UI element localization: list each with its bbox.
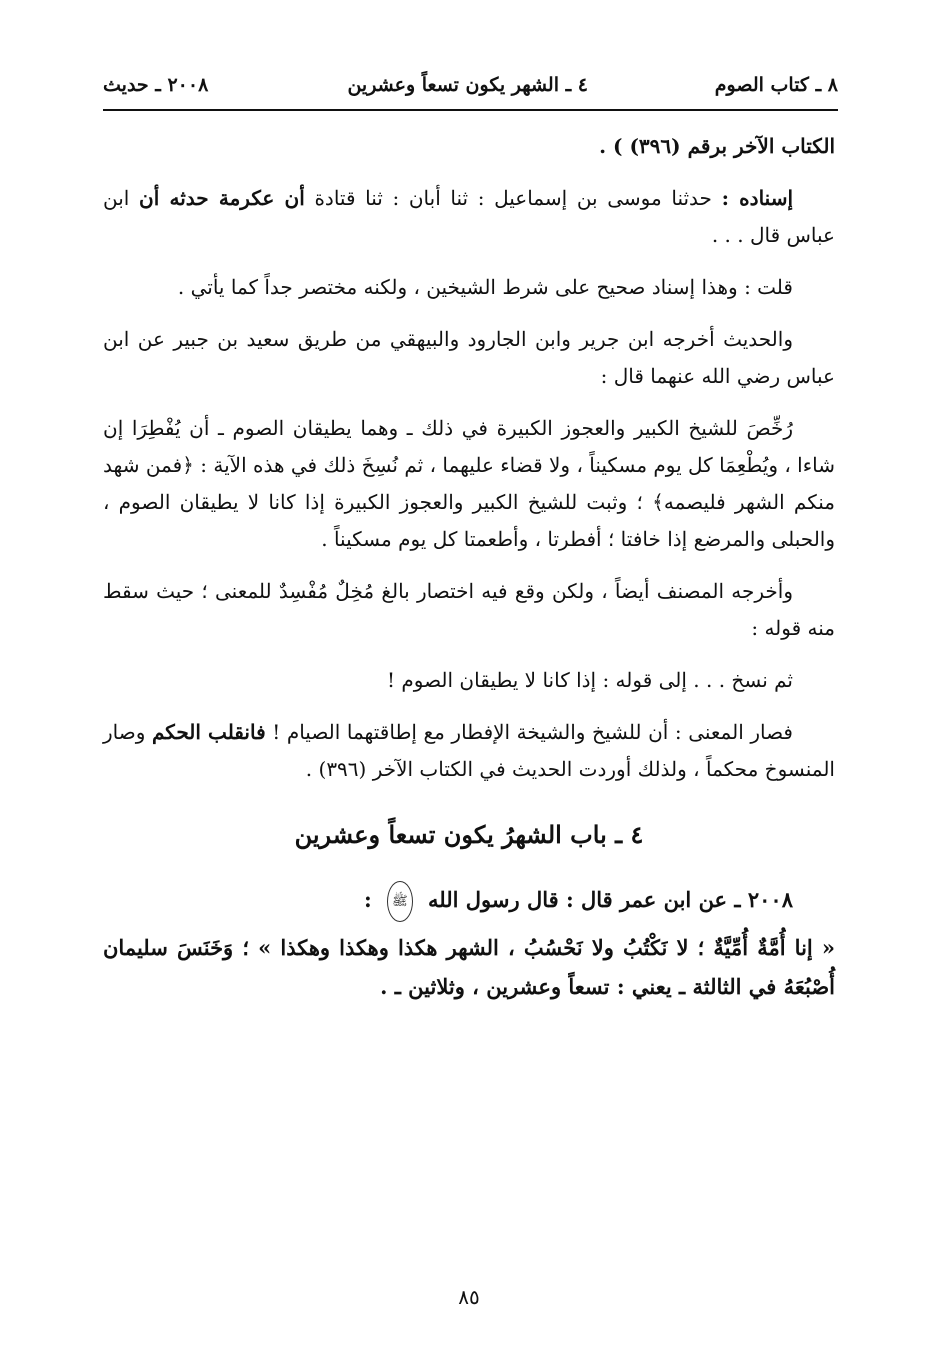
isnad-text-b: ابن عباس قال . . .: [103, 186, 835, 247]
header-hadith-number: ٢٠٠٨ ـ حديث: [103, 74, 209, 96]
hadith-heading-text: ٢٠٠٨ ـ عن ابن عمر قال : قال رسول الله: [428, 887, 793, 912]
narration-text: رُخِّصَ للشيخ الكبير والعجوز الكبيرة في ذلك ـ وهما يطيقان الصوم ـ أن يُفْطِرَا إن شاءا ، ويُطْعِمَا كل يوم مسكيناً ، ولا قضاء عليهما ، ثم نُسِخَ ذلك في هذه الآية : ﴿فمن شهد منكم الشهر فليصمه﴾ ؛ وثبت للشيخ الكبير والعجوز الكبيرة إذا كانا لا يطيقان الصوم ، والحبلى والمرضع إذا خافتا ؛ أفطرتا ، وأطعمتا كل يوم مسكيناً .: [103, 416, 835, 551]
conclusion-text-b: وصار المنسوخ محكماً ، ولذلك أوردت الحديث في الكتاب الآخر (٣٩٦) .: [103, 720, 835, 781]
paragraph-takhrij: [103, 321, 835, 395]
isnad-label: إسناده :: [721, 186, 794, 210]
page-body: [103, 128, 835, 1021]
conclusion-text-bold: فانقلب الحكم: [151, 720, 266, 744]
hadith-body: « إنا أُمَّةٌ أُمِّيَّةٌ ؛ لا نَكْتُبُ ولا نَحْسُبُ ، الشهر هكذا وهكذا وهكذا » ؛ وَخَنَسَ سليمان أُصْبُعَهُ في الثالثة ـ يعني : تسعاً وعشرين ، وثلاثين ـ .: [103, 935, 835, 999]
page-number: ٨٥: [458, 1285, 480, 1309]
paragraph-comment: [103, 269, 835, 306]
reference-text: الكتاب الآخر برقم (٣٩٦) ) .: [599, 134, 835, 158]
paragraph-isnad: [103, 180, 835, 254]
paragraph-conclusion: [103, 714, 835, 788]
chapter-heading: ٤ ـ باب الشهرُ يكون تسعاً وعشرين: [294, 820, 644, 849]
hadith-text: [103, 928, 835, 1006]
paragraph-author-note: [103, 573, 835, 647]
isnad-text-bold: أن عكرمة حدثه أن: [139, 186, 305, 210]
takhrij-text: والحديث أخرجه ابن جرير وابن الجارود والبيهقي من طريق سعيد بن جبير عن ابن عباس رضي الله عنهما قال :: [103, 327, 835, 388]
header-divider: [103, 109, 838, 111]
paragraph-missing-quote: [103, 662, 835, 699]
running-header: [103, 74, 838, 114]
conclusion-text-a: فصار المعنى : أن للشيخ والشيخة الإفطار مع إطاقتهما الصيام !: [272, 720, 793, 744]
header-chapter-title: ٤ ـ الشهر يكون تسعاً وعشرين: [347, 74, 588, 96]
missing-quote-text: ثم نسخ . . . إلى قوله : إذا كانا لا يطيقان الصوم !: [386, 668, 793, 692]
comment-text: قلت : وهذا إسناد صحيح على شرط الشيخين ، ولكنه مختصر جداً كما يأتي .: [177, 275, 793, 299]
isnad-text-a: حدثنا موسى بن إسماعيل : ثنا أبان : ثنا قتادة: [314, 186, 712, 210]
salutation-glyph: ﷺ: [387, 881, 413, 922]
header-book-title: ٨ ـ كتاب الصوم: [714, 74, 838, 96]
paragraph-narration: [103, 410, 835, 558]
paragraph-reference: [103, 128, 835, 165]
hadith-heading: [103, 881, 835, 922]
hadith-heading-colon: :: [363, 887, 372, 912]
author-note-text: وأخرجه المصنف أيضاً ، ولكن وقع فيه اختصار بالغ مُخِلٌ مُفْسِدٌ للمعنى ؛ حيث سقط منه قوله :: [103, 579, 835, 640]
